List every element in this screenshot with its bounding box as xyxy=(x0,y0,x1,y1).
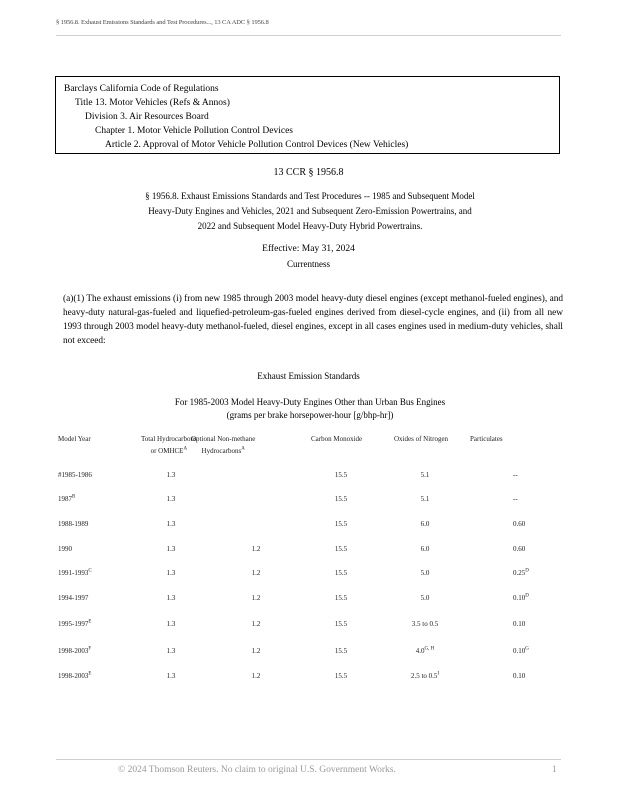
breadcrumb-code[interactable]: Barclays California Code of Regulations xyxy=(64,84,219,94)
table-cell-pm: $0.25^D$ xyxy=(513,568,529,577)
table-cell-nox: 6.0 xyxy=(420,545,430,553)
table-cell-year: 1988-1989 xyxy=(58,520,89,528)
footer-rule xyxy=(56,759,561,760)
table-cell-nox: 2.5 to $0.5^I$ xyxy=(410,671,440,680)
breadcrumb-article[interactable]: Article 2. Approval of Motor Vehicle Pollution Control Devices (New Vehicles) xyxy=(105,140,409,150)
table-cell-co: 15.5 xyxy=(334,545,348,553)
table-cell-pm: 0.10 xyxy=(513,672,526,680)
table-cell-pm: $0.10^G$ xyxy=(513,646,529,655)
table-cell-nox: 5.0 xyxy=(420,569,430,577)
table-cell-thc: 1.3 xyxy=(166,647,176,655)
table-cell-thc: 1.3 xyxy=(166,471,176,479)
citation: 13 CCR § 1956.8 xyxy=(273,167,344,178)
col-header-nmhc-line1: Optional Non-methane xyxy=(191,435,256,443)
table-cell-co: 15.5 xyxy=(334,520,348,528)
page-number: 1 xyxy=(552,765,557,775)
table-cell-thc: 1.3 xyxy=(166,672,176,680)
table-cell-nox: 5.0 xyxy=(420,594,430,602)
body-paragraph: (a)(1) The exhaust emissions (i) from new 1985 through 2003 model heavy-duty diesel engines (except methanol-fueled engines), and heavy-duty natural-gas-fueled and liquefied-petroleum-gas-fueled engines derived from diesel-cycle engines, and (ii) from all new 1993 through 2003 model heavy-duty methanol-fueled, diesel engines, except in all cases engines used in medium-duty vehicles, shall not exceed: xyxy=(63,294,563,346)
table-cell-year: $1987^B$ xyxy=(58,494,76,503)
table-subtitle: For 1985-2003 Model Heavy-Duty Engines Other than Urban Bus Engines (grams per brake horsepower-hour [g/bhp-hr]) xyxy=(174,397,446,420)
table-cell-co: 15.5 xyxy=(334,672,348,680)
table-cell-nmhc: 1.2 xyxy=(251,672,261,680)
table-cell-co: 15.5 xyxy=(334,594,348,602)
breadcrumb-chapter[interactable]: Chapter 1. Motor Vehicle Pollution Control Devices xyxy=(95,126,293,136)
table-cell-year: $1998-2003^E$ xyxy=(58,671,92,680)
running-header: § 1956.8. Exhaust Emissions Standards and Test Procedures..., 13 CA ADC § 1956.8 xyxy=(56,19,269,26)
col-header-thc-line1: Total Hydrocarbons xyxy=(141,435,197,443)
table-cell-nmhc: 1.2 xyxy=(251,569,261,577)
section-title: § 1956.8. Exhaust Emissions Standards and Test Procedures -- 1985 and Subsequent Model Heavy-Duty Engines and Vehicles, 2021 and Subsequent Zero-Emission Powertrains, and 2022 and Subsequent Model Heavy-Duty Hybrid Powertrains. xyxy=(145,191,475,231)
table-cell-nmhc: 1.2 xyxy=(251,647,261,655)
table-cell-co: 15.5 xyxy=(334,620,348,628)
col-header-model-year: Model Year xyxy=(58,435,91,443)
col-header-nox: Oxides of Nitrogen xyxy=(394,435,449,443)
table-cell-nox: 5.1 xyxy=(420,495,430,503)
table-cell-nmhc: 1.2 xyxy=(251,594,261,602)
table-cell-year: #1985-1986 xyxy=(58,471,92,479)
table-cell-nox: 6.0 xyxy=(420,520,430,528)
breadcrumb-title[interactable]: Title 13. Motor Vehicles (Refs & Annos) xyxy=(75,98,230,108)
copyright-footer: © 2024 Thomson Reuters. No claim to original U.S. Government Works. xyxy=(118,765,396,775)
table-cell-thc: 1.3 xyxy=(166,569,176,577)
table-cell-pm: 0.60 xyxy=(513,545,526,553)
col-header-co: Carbon Monoxide xyxy=(311,435,363,443)
table-cell-co: 15.5 xyxy=(334,495,348,503)
breadcrumb-division[interactable]: Division 3. Air Resources Board xyxy=(85,112,209,122)
table-cell-thc: 1.3 xyxy=(166,520,176,528)
table-cell-nmhc: 1.2 xyxy=(251,620,261,628)
effective-date: Effective: May 31, 2024 xyxy=(262,244,355,254)
table-cell-pm: 0.60 xyxy=(513,520,526,528)
table-cell-year: 1994-1997 xyxy=(58,594,89,602)
table-cell-pm: -- xyxy=(513,495,518,503)
table-cell-pm: $0.10^D$ xyxy=(513,593,529,602)
table-cell-year: $1995-1997^E$ xyxy=(58,619,92,628)
table-cell-nmhc: 1.2 xyxy=(251,545,261,553)
table-cell-year: 1990 xyxy=(58,545,72,553)
col-header-thc-line2: or $OMHCE^A$ xyxy=(150,446,188,455)
table-cell-co: 15.5 xyxy=(334,647,348,655)
table-cell-thc: 1.3 xyxy=(166,495,176,503)
table-cell-nox: 5.1 xyxy=(420,471,430,479)
table-cell-year: $1998-2003^F$ xyxy=(58,646,92,655)
table-cell-co: 15.5 xyxy=(334,471,348,479)
header-rule xyxy=(56,35,561,36)
col-header-nmhc xyxy=(191,433,255,457)
table-cell-thc: 1.3 xyxy=(166,620,176,628)
col-header-nmhc-line2: Hydrocarbons$^A$ xyxy=(201,446,245,455)
table-cell-year: $1991-1993^C$ xyxy=(58,568,92,577)
table-cell-thc: 1.3 xyxy=(166,545,176,553)
table-caption: Exhaust Emission Standards xyxy=(257,371,360,381)
breadcrumb xyxy=(55,76,560,154)
table-cell-pm: -- xyxy=(513,471,518,479)
table-cell-nox: 3.5 to 0.5 xyxy=(411,620,439,628)
currentness-link[interactable]: Currentness xyxy=(287,259,330,269)
table-cell-nox: $4.0^{G, H}$ xyxy=(415,646,435,655)
col-header-pm: Particulates xyxy=(470,435,503,443)
table-cell-co: 15.5 xyxy=(334,569,348,577)
table-cell-pm: 0.10 xyxy=(513,620,526,628)
col-header-thc xyxy=(141,433,197,457)
table-cell-thc: 1.3 xyxy=(166,594,176,602)
